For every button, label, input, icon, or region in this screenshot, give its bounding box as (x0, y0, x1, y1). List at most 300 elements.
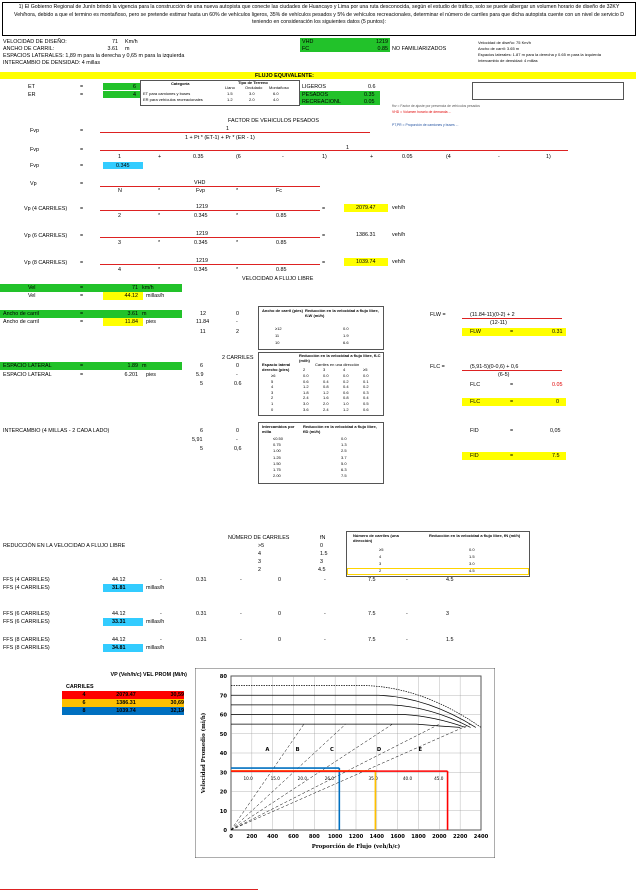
ffs-a: 44.12 (112, 611, 126, 617)
n-r0b: 0.0 (469, 547, 475, 552)
vp-row-star: * (236, 240, 239, 246)
ancho1-label: Ancho de carril (3, 311, 39, 317)
fvp-title: FACTOR DE VEHICULOS PESADOS (228, 118, 319, 124)
lc-cell: 0 (271, 406, 274, 412)
summary-r0c: 30,59 (170, 692, 184, 698)
vel1-value: 71 (132, 285, 138, 291)
ffs-dash: - (406, 577, 408, 583)
vp-row-eq2: = (322, 206, 326, 212)
problem-statement: 1) El Gobierno Regional de Junín brindo la vigencia para la construcción de una nueva autopista que conecte las ciudades de Huancayo y Lima por una ruta desconocida, según el estudio de tráfico, solo se puede albergar un volumen horario de diseño de 32KY Veh/hora, debido a que el termino es montañoso, pero se pretende estimar hasta un 60% de vehículos ligeros, 35% de vehículos pesados y 5% de vehículos recreacionales, determinar el número de carriles para que dicha autopista cuente con un nivel de servicio D teniendo en consideración los siguientes datos (5 puntos): (2, 2, 636, 36)
ffs-d: 7.5 (368, 577, 376, 583)
vp-row-star: * (158, 213, 161, 219)
ffs-dash: - (240, 637, 242, 643)
ffs-result: 33.31 (112, 619, 126, 625)
ancho1-value: 3.61 (127, 311, 138, 317)
lc-col: 4 (343, 367, 346, 372)
cat-c2: Ondulado (245, 85, 263, 90)
y-tick-label: 60 (219, 712, 227, 719)
flc-den: (6-5) (498, 372, 510, 378)
et-eq: = (80, 84, 84, 90)
ancho2-eq: = (80, 319, 84, 325)
vp-row-n: 2 (118, 213, 121, 219)
y-tick-label: 30 (219, 770, 227, 777)
ffs-dash: - (406, 637, 408, 643)
recre-label: RECREACIONL (302, 99, 341, 105)
fvp-label-1: Fvp (30, 128, 39, 134)
fid2-value: 7.5 (552, 453, 560, 459)
flc3-eq: = (510, 399, 514, 405)
n-h2: Reducción en la velocidad a flujo libre, fN (mi/h) (429, 533, 521, 538)
vp-row-result: 1386.31 (356, 232, 376, 238)
flc2-label: FLC (470, 382, 481, 388)
flw-result-label: FLW (470, 329, 481, 335)
id-cell: 0.0 (341, 436, 347, 441)
lc-cell: 0.8 (323, 384, 329, 390)
lateral1-unit: m (142, 363, 147, 369)
fvp-t2: 0.35 (193, 154, 204, 160)
cat-c3: Montañoso (269, 85, 289, 90)
ffs-dash: - (324, 611, 326, 617)
n-r3a: 2 (379, 568, 382, 573)
vp-row-result: 2079.47 (356, 205, 376, 211)
vel2-label: Vel (28, 293, 36, 299)
vp-row-result: 1039.74 (356, 259, 376, 265)
ffs-dash: - (406, 611, 408, 617)
lw-r2a: 10 (275, 340, 280, 345)
fvp-result: 0.345 (116, 163, 130, 169)
summary-r1a: 6 (82, 700, 86, 706)
density-label: 15.0 (270, 775, 280, 781)
ffs-label: FFS (4 CARRILES) (3, 577, 50, 583)
et-label: ET (28, 84, 35, 90)
lc-cell: 0.6 (343, 389, 349, 395)
fvp-line-1 (100, 132, 370, 133)
lc-cell: 3.0 (303, 401, 309, 406)
vp-row-label: Vp (6 CARRILES) (24, 233, 68, 239)
lc-cell: 0.6 (363, 406, 369, 412)
cat-r2-c1: 1.2 (227, 97, 233, 102)
lateral-i2a: 5.9 (196, 372, 204, 378)
n-r0a: ≥5 (379, 547, 384, 552)
ancho2-label: Ancho de carril (3, 319, 39, 325)
fvp-t7: 0.05 (402, 154, 413, 160)
ffs-a: 44.12 (112, 637, 126, 643)
inter-i2a: 5,91 (192, 437, 203, 443)
fid-label: FID (470, 428, 479, 434)
id-cell: 1.3 (341, 442, 347, 448)
design-speed-label: VELOCIDAD DE DISEÑO: (3, 39, 67, 45)
vp-row-n: 3 (118, 240, 121, 246)
vp-row-star: * (158, 267, 161, 273)
reduc-r2a: 3 (258, 559, 261, 565)
id-cell: 5.0 (341, 460, 347, 466)
y-tick-label: 20 (219, 789, 227, 796)
fid-eq: = (510, 428, 514, 434)
er-value: 4 (133, 92, 136, 98)
y-tick-label: 0 (223, 828, 227, 834)
summary-r0a: 4 (82, 692, 86, 698)
fvp-label-2: Fvp (30, 147, 39, 153)
x-tick-label: 800 (308, 834, 320, 840)
ffs-result: 34.81 (112, 645, 126, 651)
vp-row-fvp: 0.345 (194, 213, 208, 219)
summary-h2: VP (Veh/h/c) (110, 672, 142, 678)
cat-r1-c2: 3.0 (249, 91, 255, 96)
vhd-label: VHD (302, 39, 314, 45)
fvp-t3: (6 (236, 154, 241, 160)
ffs-d: 7.5 (368, 611, 376, 617)
flc3-value: 0 (556, 399, 559, 405)
et-value: 6 (133, 84, 136, 90)
reduc-h2: fN (320, 535, 326, 541)
vp-row-fvp: 0.345 (194, 267, 208, 273)
ancho-i2a: 11.84 (196, 319, 210, 325)
inter-i1b: 0 (236, 428, 239, 434)
lw-h1: Ancho de carril (pies) (262, 308, 303, 313)
formula-box (472, 82, 624, 100)
inter-label: INTERCAMBIO (4 MILLAS - 2 CADA LADO) (3, 428, 110, 434)
vp-line (100, 186, 320, 187)
id-cell: ≤0.50 (273, 436, 283, 441)
x-tick-label: 1200 (348, 834, 364, 840)
lw-r0a: ≥12 (275, 326, 282, 331)
pesados-value: 0.35 (364, 92, 375, 98)
vp-row-num: 1219 (196, 204, 208, 210)
vp-row-star: * (158, 240, 161, 246)
flc2-value: 0.05 (552, 382, 563, 388)
n-r1b: 1.5 (469, 554, 475, 559)
flc3-label: FLC (470, 399, 481, 405)
flc2-eq: = (510, 382, 514, 388)
ffs-result: 31.81 (112, 585, 126, 591)
vel2-eq: = (80, 293, 84, 299)
vp-row-unit: veh/h (392, 205, 406, 211)
ffs-c: 0 (278, 637, 281, 643)
ffs-c: 0 (278, 577, 281, 583)
lateral2-eq: = (80, 372, 84, 378)
lateral1-eq: = (80, 363, 84, 369)
x-tick-label: 2000 (432, 834, 447, 840)
vp-row-eq: = (80, 233, 84, 239)
note-2: VHD = Volumen horario de demanda ... (392, 110, 452, 114)
x-tick-label: 1600 (390, 834, 405, 840)
vp-row-unit: veh/h (392, 232, 406, 238)
reduc-r1a: 4 (258, 551, 261, 557)
ancho-i1b: 0 (236, 311, 239, 317)
et-cell (103, 83, 143, 90)
density-label: 10.0 (243, 775, 253, 781)
lateral-i3b: 0.6 (234, 381, 242, 387)
recre-value: 0.05 (364, 99, 375, 105)
lc-cell: 0.6 (303, 378, 309, 384)
vp-row-eq2: = (322, 260, 326, 266)
ffs-dash: - (324, 637, 326, 643)
reduc-r0b: 0 (320, 543, 323, 549)
ligeros-value: 0.6 (368, 84, 376, 90)
flw-den: (12-11) (490, 320, 507, 326)
los-label: A (265, 747, 270, 754)
design-speed-value: 71 (112, 39, 118, 45)
id-cell: 1.50 (273, 460, 281, 466)
lc-cell: 0.2 (343, 378, 349, 384)
er-eq: = (80, 92, 84, 98)
flc-line (462, 370, 562, 371)
vp-row-label: Vp (8 CARRILES) (24, 260, 68, 266)
lc-cell: 2 (271, 395, 274, 401)
lc-cell: 0.4 (363, 395, 369, 401)
ancho-i1a: 12 (200, 311, 206, 317)
lateral2-label: ESPACIO LATERAL (3, 372, 52, 378)
vel-libre-title: VELOCIDAD A FLUJO LIBRE (242, 276, 314, 282)
cat-r1: ET para camiones y buses (143, 91, 191, 96)
fvp-t1: + (158, 154, 162, 160)
lateral-carriles: 2 CARRILES (222, 355, 254, 361)
x-tick-label: 1400 (369, 834, 385, 840)
fvp-eq-3: = (80, 163, 84, 169)
lc-cell: 1.8 (303, 389, 309, 395)
ffs-c: 0 (278, 611, 281, 617)
fvp-t5: 1) (322, 154, 327, 160)
lc-cell: 2.4 (323, 406, 329, 412)
lc-cell: 0.4 (323, 378, 329, 384)
reduc-r0a: >5 (258, 543, 265, 549)
reduc-r2b: 3 (320, 559, 323, 565)
los-label: D (376, 747, 382, 754)
lc-cell: 0.3 (363, 389, 369, 395)
lc-col: 2 (303, 367, 306, 372)
n-r1a: 4 (379, 554, 382, 559)
n-table (346, 531, 530, 577)
los-label: E (418, 747, 423, 754)
lc-cell: 3 (271, 389, 274, 395)
y-tick-label: 80 (219, 674, 227, 680)
lateral1-label: ESPACIO LATERAL (3, 363, 52, 369)
vp-fc: Fc (276, 188, 282, 194)
fvp-t10: 1) (546, 154, 551, 160)
n-highlight (347, 568, 529, 575)
interchange-density: INTERCAMBIO DE DENSIDAD: 4 millas (3, 60, 101, 66)
id-cell: 6.3 (341, 467, 347, 472)
category-table (140, 80, 300, 106)
id-cell: 1.00 (273, 448, 281, 454)
ffs-e: 4.5 (446, 577, 454, 583)
cat-r2-c3: 4.0 (273, 97, 279, 102)
ancho2-value: 11.84 (124, 319, 138, 325)
inter-i1a: 6 (200, 428, 203, 434)
x-axis-label: Proporción de Flujo (veh/h/c) (311, 844, 401, 850)
x-tick-label: 200 (246, 834, 258, 840)
vel1-unit: km/h (142, 285, 154, 291)
lw-r1a: 11 (275, 333, 280, 338)
speed-flow-chart (195, 668, 495, 858)
lateral-spaces: ESPACIOS LATERALES: 1,89 m para la derecha y 0,65 m para la izquierda (3, 53, 185, 59)
fvp-t8: (4 (446, 154, 451, 160)
vp-row-line (100, 210, 320, 211)
cat-r2: ER para vehículos recreacionales (143, 97, 203, 102)
n-r2a: 3 (379, 561, 382, 566)
inter-i2b: - (236, 437, 238, 443)
fvp-t6: + (370, 154, 374, 160)
density-label: 20.0 (297, 775, 307, 781)
lc-cell: 4 (271, 384, 274, 390)
vp-n: N (118, 188, 122, 194)
density-label: 35.0 (368, 775, 378, 781)
ancho2-unit: pies (146, 319, 156, 325)
ligeros-label: LIGEROS (302, 84, 326, 90)
fvp-t9: - (498, 154, 500, 160)
vel1-label: Vel (28, 285, 36, 291)
cat-c1: Llano (225, 85, 235, 90)
lateral-i1b: 0 (236, 363, 239, 369)
ffs-label-2: FFS (6 CARRILES) (3, 619, 50, 625)
flujo-title: FLUJO EQUIVALENTE: (255, 73, 314, 79)
vp-row-eq: = (80, 260, 84, 266)
y-tick-label: 70 (219, 693, 227, 700)
lc-cell: 0.1 (363, 378, 369, 384)
vp-row-line (100, 264, 320, 265)
lateral1-value: 1.89 (127, 363, 138, 369)
lw-table (258, 306, 384, 350)
fvp-eq-1: = (80, 128, 84, 134)
ffs-a: 44.12 (112, 577, 126, 583)
x-tick-label: 600 (288, 834, 299, 840)
flc-label: FLC = (430, 364, 445, 370)
vp-star-2: * (236, 188, 239, 194)
ffs-b: 0.31 (196, 577, 207, 583)
id-h2: Reducción en la velocidad a flujo libre, fID (mi/h) (303, 424, 377, 434)
ancho1-eq: = (80, 311, 84, 317)
vp-row-label: Vp (4 CARRILES) (24, 206, 68, 212)
lateral-i3a: 5 (200, 381, 203, 387)
id-cell: 7.5 (341, 473, 347, 479)
fvp-t0: 1 (118, 154, 121, 160)
density-label: 26.0 (324, 775, 335, 781)
unfamiliar-label: NO FAMILIARIZADOS (392, 46, 447, 52)
flw-line (462, 318, 562, 319)
x-tick-label: 0 (229, 834, 233, 840)
lc-cell: 1 (271, 401, 274, 406)
summary-r1b: 1386.31 (116, 700, 136, 706)
summary-h3: VEL PROM (Mi/h) (143, 672, 187, 678)
x-tick-label: 2400 (473, 834, 489, 840)
lc-cell: 1.2 (343, 406, 349, 412)
vp-eq: = (80, 181, 84, 187)
lc-cell: ≥6 (271, 373, 276, 378)
reduc-r1b: 1.5 (320, 551, 328, 557)
n-r3b: 4.5 (469, 568, 475, 573)
lc-h2: Reducción en la velocidad a flujo libre, fLC (mi/h) (299, 353, 381, 363)
ffs-unit: millas/h (146, 619, 165, 625)
fid-value: 0,05 (550, 428, 561, 434)
flw-result-value: 0.31 (552, 329, 563, 335)
ffs-label: FFS (8 CARRILES) (3, 637, 50, 643)
lc-cell: 0.0 (323, 373, 329, 378)
summary-r2a: 8 (82, 708, 86, 714)
bullet-2: Ancho de carril: 3.65 m (478, 46, 520, 51)
fvp-label-3: Fvp (30, 163, 39, 169)
fvp-den-1: 1 + Pt * (ET-1) + Pr * (ER - 1) (185, 135, 255, 141)
ffs-b: 0.31 (196, 611, 207, 617)
bullet-1: Velocidad de diseño: 75 Km/h (478, 40, 531, 45)
fc-value: 0.85 (377, 46, 388, 52)
id-cell: 1.25 (273, 454, 281, 460)
vel2-unit: millas/h (146, 293, 165, 299)
los-label: C (329, 747, 334, 754)
lateral2-value: 6.201 (124, 372, 138, 378)
lc-table (258, 352, 384, 416)
fvp-line-2 (100, 150, 568, 151)
lateral-i2b: - (236, 372, 238, 378)
lc-cell: 0.4 (343, 384, 349, 390)
vp-row-star: * (236, 213, 239, 219)
lc-cell: 2.4 (303, 395, 309, 401)
lane-width-value: 3.61 (107, 46, 118, 52)
vel2-value: 44.12 (124, 293, 138, 299)
y-tick-label: 50 (219, 731, 227, 738)
lateral2-unit: pies (146, 372, 156, 378)
bullet-4: Intercambio de densidad: 4 millas (478, 58, 538, 63)
y-axis-label: Velocidad Promedio (mi/h) (201, 712, 207, 794)
summary-r2c: 32,19 (170, 708, 184, 714)
reduc-r3b: 4.5 (318, 567, 326, 573)
ffs-dash: - (240, 611, 242, 617)
vp-row-fc: 0.85 (276, 240, 287, 246)
inter-i3a: 5 (200, 446, 203, 452)
vp-row-fc: 0.85 (276, 213, 287, 219)
flw-result-eq: = (510, 329, 514, 335)
reduc-h1: NÚMERO DE CARRILES (228, 535, 290, 541)
vp-row-line (100, 237, 320, 238)
fvp-num-2: 1 (346, 145, 349, 151)
ffs-d: 7.5 (368, 637, 376, 643)
y-tick-label: 10 (219, 808, 227, 815)
lw-r1b: 1.9 (343, 333, 349, 338)
x-tick-label: 1000 (327, 834, 343, 840)
lw-h2: Reducción en la velocidad a flujo libre, fLW (mi/h) (305, 308, 379, 318)
vp-row-fvp: 0.345 (194, 240, 208, 246)
ancho1-unit: m (142, 311, 147, 317)
id-cell: 1.75 (273, 467, 281, 472)
lane-width-unit: m (125, 46, 130, 52)
lc-cell: 1.6 (323, 395, 329, 401)
cat-h2: Tipo de Terreno (238, 80, 268, 85)
ancho-i3a: 11 (200, 329, 206, 335)
lc-cell: 0.8 (343, 395, 349, 401)
fvp-t4: - (282, 154, 284, 160)
vp-label: Vp (30, 181, 37, 187)
fid2-label: FID (470, 453, 479, 459)
bullet-3: Espacios laterales: 1.87 m para la derecha y 0.65 m para la izquierda (478, 52, 601, 57)
lc-cell: 5 (271, 378, 274, 384)
note-3: PT,PR = Proporción de camiones y buses ... (392, 123, 459, 127)
lw-r0b: 0.0 (343, 326, 349, 331)
lc-cell: 2.0 (323, 401, 329, 406)
cat-r1-c1: 1.5 (227, 91, 233, 96)
lc-cell: 0.0 (303, 373, 309, 378)
summary-h1: CARRILES (66, 684, 94, 690)
cat-r2-c2: 2.0 (249, 97, 255, 102)
vp-row-eq: = (80, 206, 84, 212)
lc-cell: 1.0 (343, 401, 349, 406)
vp-fvp: Fvp (196, 188, 205, 194)
fc-label: FC (302, 46, 310, 52)
ffs-label-2: FFS (8 CARRILES) (3, 645, 50, 651)
lc-cell: 0.5 (363, 401, 369, 406)
ffs-dash: - (160, 577, 162, 583)
flw-formula: (11.84-11)(0-2) + 2 (470, 312, 515, 318)
cat-r1-c3: 6.0 (273, 91, 279, 96)
x-tick-label: 2200 (452, 834, 468, 840)
